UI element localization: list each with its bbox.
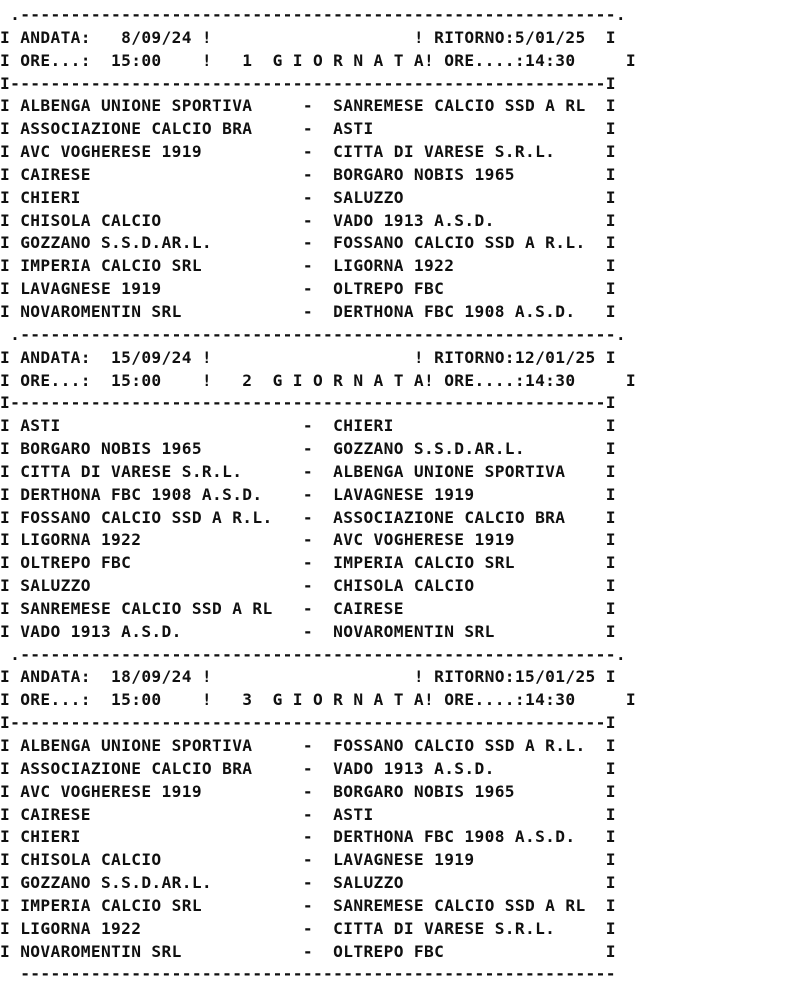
- match-row: I IMPERIA CALCIO SRL - SANREMESE CALCIO SSD A RL I: [0, 895, 616, 915]
- match-row: I GOZZANO S.S.D.AR.L. - FOSSANO CALCIO SSD A R.L. I: [0, 233, 616, 253]
- round-top-border: .-----------------------------------------------------------.: [0, 324, 626, 344]
- match-row: I SANREMESE CALCIO SSD A RL - CAIRESE I: [0, 598, 616, 618]
- match-row: I AVC VOGHERESE 1919 - BORGARO NOBIS 1965 I: [0, 781, 616, 801]
- match-row: I GOZZANO S.S.D.AR.L. - SALUZZO I: [0, 873, 616, 893]
- giornata-block: [0, 4, 800, 324]
- match-row: I OLTREPO FBC - IMPERIA CALCIO SRL I: [0, 553, 616, 573]
- match-row: I CHISOLA CALCIO - LAVAGNESE 1919 I: [0, 850, 616, 870]
- match-row: I CHIERI - SALUZZO I: [0, 187, 616, 207]
- giornata-block: [0, 324, 800, 644]
- match-list: [0, 95, 800, 323]
- round-dates-row: I ANDATA: 15/09/24 ! ! RITORNO:12/01/25 I: [0, 347, 616, 367]
- round-dates-row: I ANDATA: 18/09/24 ! ! RITORNO:15/01/25 I: [0, 667, 616, 687]
- match-row: I IMPERIA CALCIO SRL - LIGORNA 1922 I: [0, 256, 616, 276]
- match-row: I ALBENGA UNIONE SPORTIVA - SANREMESE CALCIO SSD A RL I: [0, 96, 616, 116]
- round-title-row: I ORE...: 15:00 ! 1 G I O R N A T A! ORE....:14:30 I: [0, 50, 637, 70]
- round-title-row: I ORE...: 15:00 ! 3 G I O R N A T A! ORE....:14:30 I: [0, 690, 637, 710]
- match-row: I AVC VOGHERESE 1919 - CITTA DI VARESE S.R.L. I: [0, 142, 616, 162]
- match-list: [0, 415, 800, 643]
- match-row: I CHIERI - DERTHONA FBC 1908 A.S.D. I: [0, 827, 616, 847]
- round-top-border: .-----------------------------------------------------------.: [0, 644, 626, 664]
- match-row: I ASTI - CHIERI I: [0, 416, 616, 436]
- match-row: I NOVAROMENTIN SRL - DERTHONA FBC 1908 A.S.D. I: [0, 301, 616, 321]
- match-row: I ASSOCIAZIONE CALCIO BRA - VADO 1913 A.S.D. I: [0, 758, 616, 778]
- match-row: I LIGORNA 1922 - CITTA DI VARESE S.R.L. I: [0, 918, 616, 938]
- match-row: I CAIRESE - ASTI I: [0, 804, 616, 824]
- match-list: [0, 735, 800, 963]
- match-row: I CAIRESE - BORGARO NOBIS 1965 I: [0, 164, 616, 184]
- match-row: I SALUZZO - CHISOLA CALCIO I: [0, 576, 616, 596]
- match-row: I NOVAROMENTIN SRL - OLTREPO FBC I: [0, 941, 616, 961]
- round-top-border: .-----------------------------------------------------------.: [0, 5, 626, 24]
- match-row: I CITTA DI VARESE S.R.L. - ALBENGA UNIONE SPORTIVA I: [0, 461, 616, 481]
- round-divider: I-----------------------------------------------------------I: [0, 393, 616, 413]
- match-row: I CHISOLA CALCIO - VADO 1913 A.S.D. I: [0, 210, 616, 230]
- match-row: I VADO 1913 A.S.D. - NOVAROMENTIN SRL I: [0, 621, 616, 641]
- round-title-row: I ORE...: 15:00 ! 2 G I O R N A T A! ORE....:14:30 I: [0, 370, 637, 390]
- round-divider: I-----------------------------------------------------------I: [0, 713, 616, 733]
- match-row: I BORGARO NOBIS 1965 - GOZZANO S.S.D.AR.L. I: [0, 439, 616, 459]
- match-row: I LIGORNA 1922 - AVC VOGHERESE 1919 I: [0, 530, 616, 550]
- match-row: I LAVAGNESE 1919 - OLTREPO FBC I: [0, 279, 616, 299]
- round-divider: I-----------------------------------------------------------I: [0, 73, 616, 93]
- match-row: I DERTHONA FBC 1908 A.S.D. - LAVAGNESE 1919 I: [0, 484, 616, 504]
- sheet-bottom-border: -----------------------------------------------------------: [0, 964, 616, 984]
- round-dates-row: I ANDATA: 8/09/24 ! ! RITORNO:5/01/25 I: [0, 27, 616, 47]
- match-row: I ASSOCIAZIONE CALCIO BRA - ASTI I: [0, 119, 616, 139]
- match-row: I ALBENGA UNIONE SPORTIVA - FOSSANO CALCIO SSD A R.L. I: [0, 736, 616, 755]
- match-row: I FOSSANO CALCIO SSD A R.L. - ASSOCIAZIONE CALCIO BRA I: [0, 507, 616, 527]
- giornata-block: [0, 644, 800, 964]
